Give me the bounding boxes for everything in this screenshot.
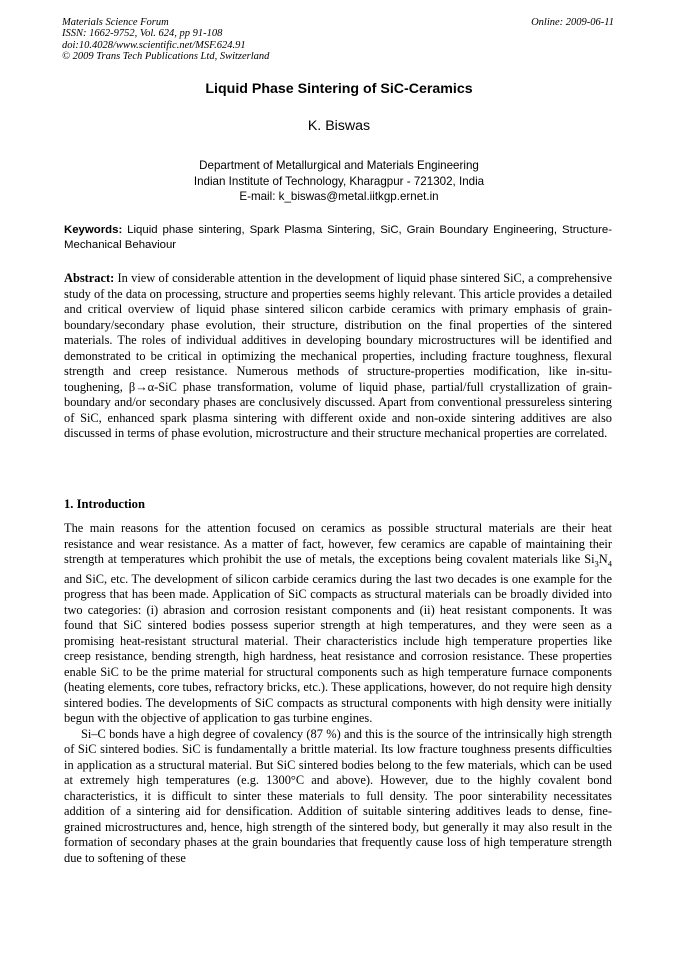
- introduction-body: [64, 521, 612, 866]
- journal-header: [62, 17, 269, 62]
- abstract-label: Abstract:: [64, 271, 115, 285]
- author-name: K. Biswas: [307, 118, 371, 134]
- paragraph-1: [64, 521, 612, 727]
- abstract-text: In view of considerable attention in the development of liquid phase sintered SiC, a comprehensive study of the data on processing, structure and properties seems highly relevant. This article provides a detailed and critical overview of liquid phase sintered silicon carbide ceramics with primary emphasis of grain-boundary/secondary phase evolution, their structure, distribution on the final properties of the sintered materials. The roles of individual additives in developing boundary microstructures will be identified and demonstrated to be critical in optimizing the mechanical properties, including fracture toughness, flexural strength and creep resistance. Numerous methods of structure-properties modification, like in-situ-toughening, β→α-SiC phase transformation, volume of liquid phase, partial/full crystallization of grain-boundary and/or secondary phases are conclusively discussed. Apart from conventional pressureless sintering of SiC, enhanced spark plasma sintering with different oxide and non-oxide sintering additives are also discussed in terms of phase evolution, microstructure and their structure mechanical properties are correlated.: [64, 271, 612, 441]
- paragraph-2: Si–C bonds have a high degree of covalency (87 %) and this is the source of the intrinsically high strength of SiC sintered bodies. SiC is fundamentally a brittle material. Its low fracture toughness presents difficulties in application as a structural material. But SiC sintered bodies belong to the few materials, which can be used at extremely high temperatures (e.g. 1300°C and above). However, due to the highly covalent bond characteristics, it is difficult to sinter these materials to full density. The poor sinterability necessitates addition of a sintering aid for densification. Addition of suitable sintering additives leads to dense, fine-grained microstructures and, hence, high strength of the sintered body, but generally it may also result in the formation of secondary phases at the grain boundaries that frequently cause loss of high temperature strength due to softening of these: [64, 726, 612, 865]
- paragraph-1-text-a: The main reasons for the attention focused on ceramics as possible structural materials are their heat resistance and wear resistance. As a matter of fact, however, few ceramics are capable of maintaining their strength at temperatures which prohibit the use of metals, the exceptions being covalent materials like Si: [64, 521, 612, 566]
- keywords-text: Liquid phase sintering, Spark Plasma Sintering, SiC, Grain Boundary Engineering, Structure-Mechanical Behaviour: [64, 224, 612, 252]
- online-date: Online: 2009-06-11: [531, 17, 614, 28]
- issn-line: ISSN: 1662-9752, Vol. 624, pp 91-108: [62, 28, 223, 40]
- keywords-label: Keywords:: [64, 224, 123, 236]
- paragraph-1-text-b: N: [598, 552, 608, 566]
- paragraph-1-text-c: and SiC, etc. The development of silicon carbide ceramics during the last two decades is one example for the progress that has been made. Application of SiC compacts as structural materials can be broadly divided into two categories: (i) abrasion and corrosion resistant components and (ii) heat resistant components. It was found that SiC sintered bodies possess superior strength at high temperatures, and they were seen as a promising heat-resistant structural material. Their characteristics include high temperature properties like creep resistance, bending strength, high hardness, heat resistance and corrosion resistance. These properties enable SiC to be the prime material for structural components such as high temperature furnace components (heating elements, core tubes, refractory bricks, etc.). These applications, however, do not require high density sintered bodies. The developments of SiC compacts as structural components with high density were initially begun with the objective of application to gas turbine engines.: [64, 571, 612, 726]
- section-heading-introduction: 1. Introduction: [64, 497, 145, 511]
- keywords: [64, 223, 612, 253]
- paper-title: Liquid Phase Sintering of SiC-Ceramics: [205, 81, 473, 97]
- affiliation: [0, 158, 678, 205]
- subscript: 4: [607, 558, 612, 569]
- affiliation-department: Department of Metallurgical and Materials Engineering: [199, 159, 479, 172]
- doi-line: doi:10.4028/www.scientific.net/MSF.624.91: [62, 39, 246, 51]
- copyright-line: © 2009 Trans Tech Publications Ltd, Switzerland: [62, 50, 270, 62]
- affiliation-institute: Indian Institute of Technology, Kharagpur - 721302, India: [193, 174, 485, 188]
- subscript: 3: [594, 558, 599, 569]
- abstract: [64, 271, 612, 442]
- journal-name: Materials Science Forum: [62, 17, 169, 28]
- author-email: E-mail: k_biswas@metal.iitkgp.ernet.in: [239, 190, 439, 204]
